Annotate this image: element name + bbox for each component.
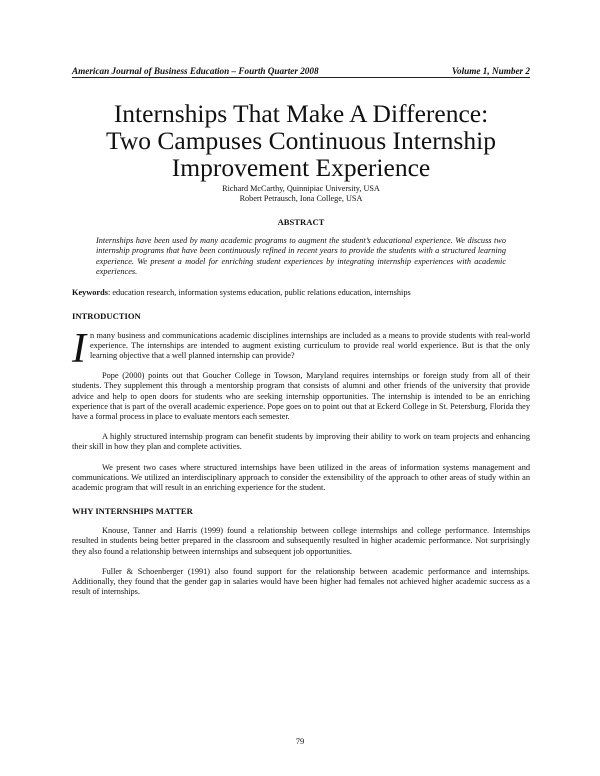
section-heading-why-internships: WHY INTERNSHIPS MATTER [72, 506, 193, 517]
title-line: Improvement Experience [171, 153, 431, 182]
journal-name: American Journal of Business Education – Fourth Quarter 2008 [72, 66, 319, 76]
paragraph: Fuller & Schoenberger (1991) also found support for the relationship between academic performance and internships. Additionally, they found that the gender gap in salaries would have been higher had females not achieved higher academic success as a result of internships. [72, 566, 530, 597]
paragraph: Pope (2000) points out that Goucher College in Towson, Maryland requires internships or foreign study from all of their students. They supplement this through a mentorship program that consists of alumni and other friends of the university that provide advice and help to open doors for students who are seeking internship opportunities. The internship is intended to be an enriching experience that is part of the overall academic experience. Pope goes on to point out that at Eckerd College in St. Petersburg, Florida they have a formal process in place to evaluate mentors each semester. [72, 371, 530, 422]
abstract-text: Internships have been used by many academic programs to augment the student’s educational experience. We discuss two internship programs that have been continuously refined in recent years to provide the students with a structured learning experience. We present a model for enriching student experiences by integrating internship experiences with academic experiences. [96, 236, 506, 277]
paragraph: A highly structured internship program can benefit students by improving their ability to work on team projects and enhancing their skill in how they plan and complete activities. [72, 432, 530, 452]
keywords-label: Keywords [72, 287, 108, 297]
author: Richard McCarthy, Quinnipiac University, USA [222, 184, 380, 193]
volume-number: Volume 1, Number 2 [451, 66, 530, 76]
drop-cap: I [72, 325, 86, 372]
abstract-heading: ABSTRACT [277, 217, 325, 227]
paper-page [72, 66, 530, 597]
paper-title [72, 100, 530, 181]
title-line: Two Campuses Continuous Internship [106, 126, 496, 155]
paragraph-text: n many business and communications academic disciplines internships are included as a means to provide students with real-world experience. The internships are intended to augment existing curriculum to provide real world experience. But is that the only learning objective that a well planned internship can provide? [90, 330, 530, 361]
section-heading-introduction: INTRODUCTION [72, 310, 141, 321]
paragraph: We present two cases where structured internships have been utilized in the areas of information systems management and communications. We utilized an interdisciplinary approach to consider the extensibility of the approach to other areas of study within an academic program that will result in an enriching experience for the student. [72, 462, 530, 493]
author-list [72, 184, 530, 204]
paragraph [72, 325, 530, 372]
page-number: 79 [295, 736, 305, 746]
keywords [72, 288, 530, 298]
keywords-text: : education research, information systems education, public relations education, internships [107, 287, 411, 297]
title-line: Internships That Make A Difference: [113, 99, 489, 128]
running-head [72, 66, 530, 78]
author: Robert Petrausch, Iona College, USA [239, 194, 363, 203]
paragraph: Knouse, Tanner and Harris (1999) found a relationship between college internships and college performance. Internships resulted in students being better prepared in the classroom and subsequently resulted in higher academic performance. Not surprisingly they also found a relationship between internships and subsequent job opportunities. [72, 526, 530, 556]
